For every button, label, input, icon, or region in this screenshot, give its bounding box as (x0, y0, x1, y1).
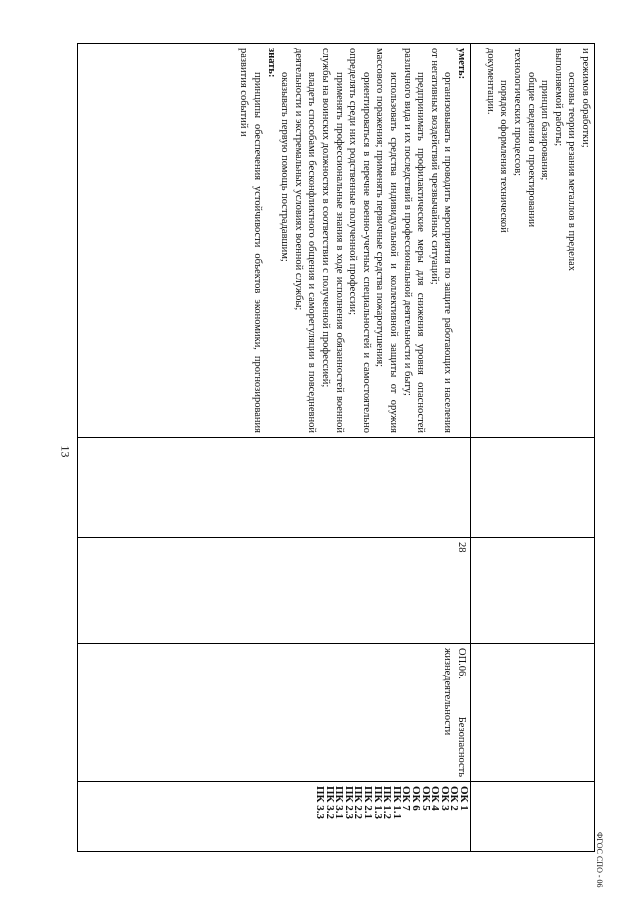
znat-label: знать: (265, 48, 277, 78)
discipline-code: ОП.06. (456, 648, 467, 679)
page-number: 13 (58, 445, 73, 458)
competency-code: ПК 2.2 (352, 786, 365, 820)
competency-cell-top (471, 782, 595, 852)
text-line: основы теории резания металлов в пределах (566, 72, 578, 272)
competency-code: ОК 4 (429, 786, 442, 811)
text-line: общие сведения о проектировании (525, 72, 537, 228)
table-row-bzh (78, 44, 471, 852)
table-row-continuation (471, 44, 595, 852)
competency-code: ОК 6 (410, 786, 423, 811)
umet-item: оказывать первую помощь пострадавшим; (279, 72, 291, 262)
competency-code: ОК 3 (438, 786, 451, 811)
text-line: порядок оформления технической (498, 80, 510, 233)
competency-cell (78, 782, 471, 852)
footer-standard-code: ФГОС СПО - 06 (595, 832, 604, 888)
umet-label: уметь: (456, 48, 467, 80)
content-cell-main (78, 44, 471, 438)
competency-code: ПК 1.1 (390, 786, 403, 820)
umet-item: ориентироваться в перечне военно-учетных специальностей и самостоятельно определять среди них родственные полученной профессии; (347, 48, 372, 433)
text-line: документации. (484, 48, 496, 115)
umet-item: использовать средства индивидуальной и коллективной защиты от оружия массового поражения; применять первичные средства пожаротушения; (374, 48, 400, 433)
competency-code: ПК 3.1 (333, 786, 346, 820)
hours-cell: 28 (78, 538, 471, 644)
competency-code: ОК 5 (419, 786, 432, 811)
umet-item: организовывать и проводить мероприятия по защите работающих и населения от негативных воздействий чрезвычайных ситуаций; (428, 48, 454, 433)
hours-cell-top (471, 438, 595, 538)
content-cell-top (471, 44, 595, 438)
hours-cell-top-2 (471, 538, 595, 644)
umet-item: применять профессиональные знания в ходе исполнения обязанностей военной службы на воинских должностях в соответствии с полученной профессией; (320, 48, 345, 433)
competency-code: ОК 1 (458, 786, 470, 811)
curriculum-table (77, 43, 595, 852)
competency-code: ПК 1.2 (381, 786, 394, 820)
text-line: выполняемой работы; (552, 48, 564, 147)
empty-cell (78, 438, 471, 538)
umet-item: предпринимать профилактические меры для снижения уровня опасностей различного вида и их последствий в профессиональной деятельности и быту; (401, 48, 427, 433)
competency-code: ПК 1.3 (371, 786, 384, 820)
discipline-name: Безопасность жизнедеятельности (442, 648, 467, 777)
umet-item: владеть способами бесконфликтного общения и саморегуляции в повседневной деятельности и экстремальных условиях военной службы; (292, 48, 318, 433)
competency-code: ПК 2.3 (342, 786, 355, 820)
text-line: принцип базирования; (539, 80, 551, 181)
text-line: технологических процессов; (512, 48, 524, 177)
competency-code: ПК 3.2 (323, 786, 336, 820)
discipline-cell-top (471, 644, 595, 782)
competency-code: ПК 2.1 (362, 786, 375, 820)
znat-item: принципы обеспечения устойчивости объектов экономики, прогнозирования развития событий и (238, 48, 264, 433)
competency-code: ОК 2 (448, 786, 461, 811)
discipline-cell (78, 644, 471, 782)
curriculum-table-sheet (78, 43, 595, 851)
competency-code: ОК 7 (400, 786, 413, 811)
competency-code: ПК 3.3 (314, 786, 327, 820)
text-line: и режимов обработки; (580, 48, 591, 148)
